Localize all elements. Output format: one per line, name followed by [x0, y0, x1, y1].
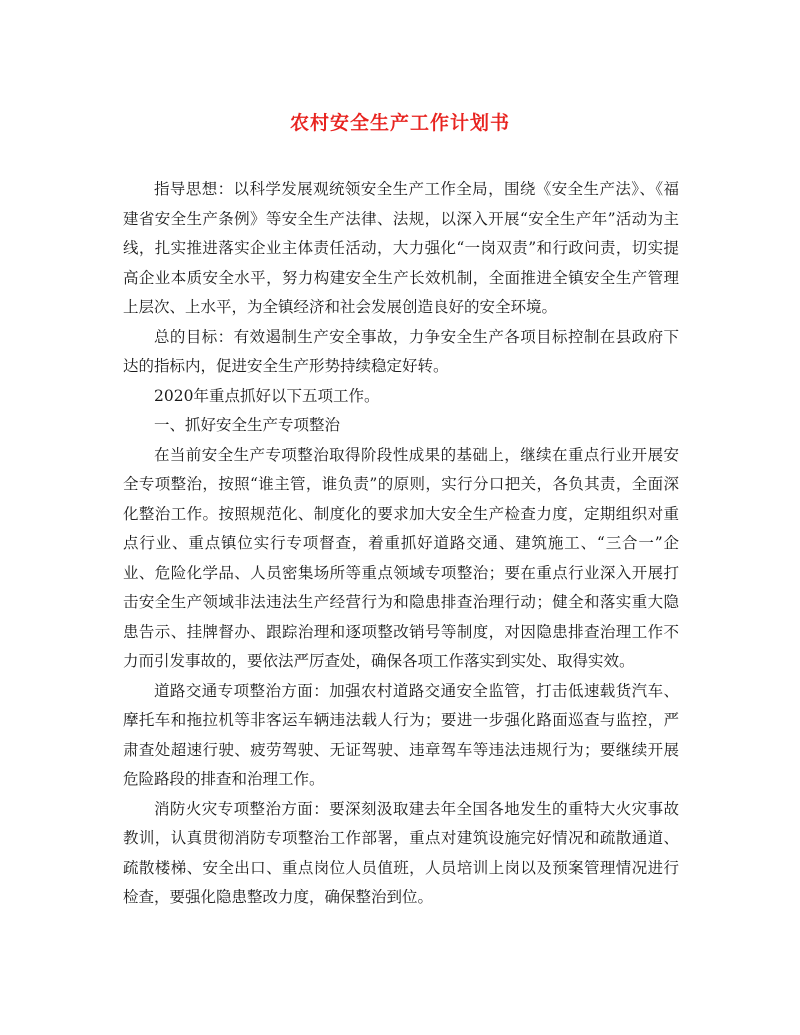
document-title: 农村安全生产工作计划书	[289, 112, 510, 134]
paragraph-overall-goal: 总的目标：有效遏制生产安全事故，力争安全生产各项目标控制在县政府下达的指标内，促进安全生产形势持续稳定好转。	[123, 327, 679, 375]
paragraph-road-traffic: 道路交通专项整治方面：加强农村道路交通安全监管，打击低速载货汽车、摩托车和拖拉机等非客运车辆违法载人行为；要进一步强化路面巡查与监控，严肃查处超速行驶、疲劳驾驶、无证驾驶、违章驾车等违法违规行为；要继续开展危险路段的排查和治理工作。	[123, 681, 679, 788]
paragraph-special-rectification: 在当前安全生产专项整治取得阶段性成果的基础上，继续在重点行业开展安全专项整治，按照“谁主管，谁负责”的原则，实行分口把关，各负其责，全面深化整治工作。按照规范化、制度化的要求加大安全生产检查力度，定期组织对重点行业、重点镇位实行专项督查，着重抓好道路交通、建筑施工、“三合一”企业、危险化学品、人员密集场所等重点领域专项整治；要在重点行业深入开展打击安全生产领域非法违法生产经营行为和隐患排查治理行动；健全和落实重大隐患告示、挂牌督办、跟踪治理和逐项整改销号等制度，对因隐患排查治理工作不力而引发事故的，要依法严厉查处，确保各项工作落实到实处、取得实效。	[123, 445, 679, 670]
section-heading-special-rectification: 一、抓好安全生产专项整治	[154, 416, 341, 434]
paragraph-guiding-ideology: 指导思想：以科学发展观统领安全生产工作全局，围绕《安全生产法》、《福建省安全生产条例》等安全生产法律、法规，以深入开展“安全生产年”活动为主线，扎实推进落实企业主体责任活动，大力强化“一岗双责”和行政问责，切实提高企业本质安全水平，努力构建安全生产长效机制，全面推进全镇安全生产管理上层次、上水平，为全镇经济和社会发展创造良好的安全环境。	[123, 180, 679, 316]
document-body	[123, 175, 679, 913]
paragraph-key-tasks-intro: 2020年重点抓好以下五项工作。	[154, 386, 380, 405]
paragraph-fire-safety: 消防火灾专项整治方面：要深刻汲取建去年全国各地发生的重特大火灾事故教训，认真贯彻消防专项整治工作部署，重点对建筑设施完好情况和疏散通道、疏散楼梯、安全出口、重点岗位人员值班，人员培训上岗以及预案管理情况进行检查，要强化隐患整改力度，确保整治到位。	[123, 799, 679, 906]
